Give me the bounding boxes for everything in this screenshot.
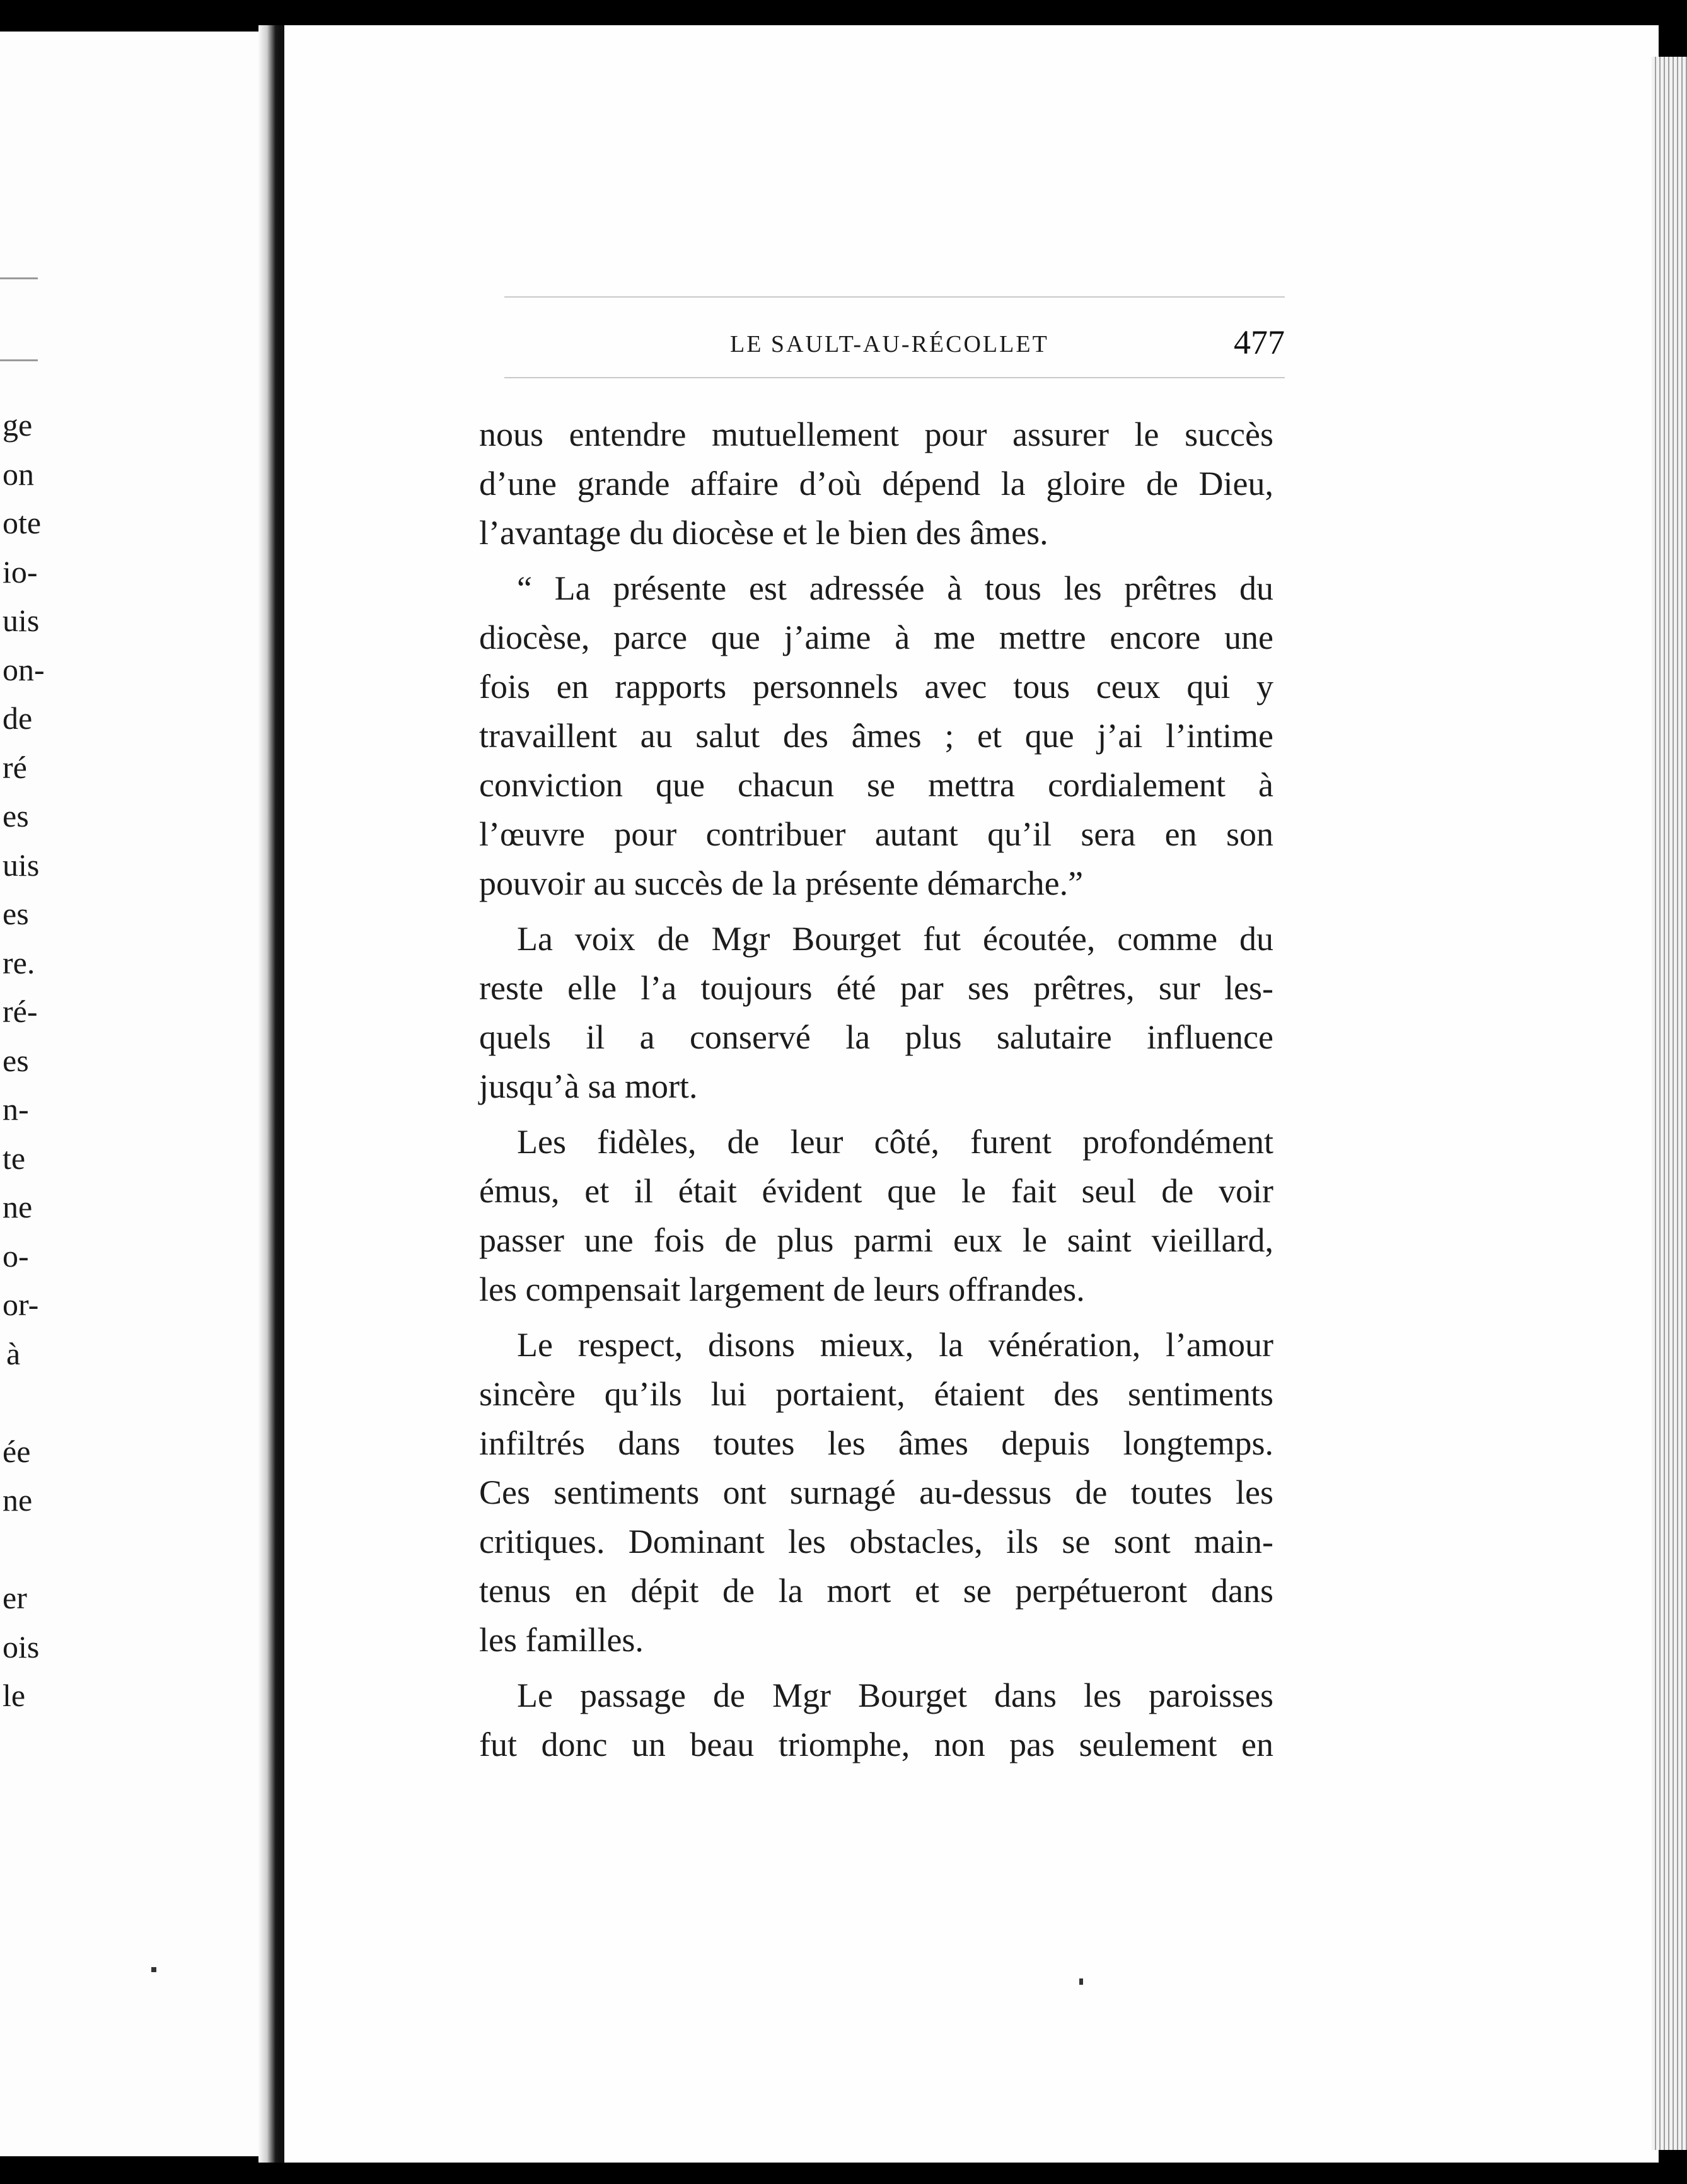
left-page-rule-bottom [0, 359, 38, 361]
left-fragment: ne [3, 1189, 33, 1224]
text-line: La voix de Mgr Bourget fut écoutée, comme du [517, 920, 1273, 958]
text-line: jusqu’à sa mort. [479, 1067, 698, 1105]
text-line: travaillent au salut des âmes ; et que j’ai l’intime [479, 717, 1273, 755]
left-fragment: ré [3, 749, 27, 785]
left-fragment: ne [3, 1482, 33, 1518]
text-line: Les fidèles, de leur côté, furent profondément [517, 1123, 1273, 1161]
left-fragment: es [3, 896, 29, 931]
left-fragment [3, 1525, 45, 1574]
left-fragment: ée [3, 1433, 31, 1469]
paper-speck [1079, 1978, 1083, 1985]
left-fragment: io- [3, 554, 38, 590]
text-line: critiques. Dominant les obstacles, ils se sont main- [479, 1523, 1273, 1560]
running-head [504, 296, 1285, 410]
left-page-rule-top [0, 277, 38, 279]
text-line: Le respect, disons mieux, la vénération, l’amour [517, 1326, 1273, 1364]
text-line: tenus en dépit de la mort et se perpétueront dans [479, 1572, 1273, 1610]
text-line: sincère qu’ils lui portaient, étaient des sentiments [479, 1375, 1273, 1413]
text-line: fut donc un beau triomphe, non pas seulement en [479, 1726, 1273, 1763]
left-fragment: ge [3, 407, 33, 443]
left-fragment [3, 1378, 45, 1427]
left-fragment: à [6, 1335, 21, 1371]
text-line: diocèse, parce que j’aime à me mettre encore une [479, 619, 1273, 656]
left-fragment: on [3, 456, 34, 492]
text-line: reste elle l’a toujours été par ses prêtres, sur les- [479, 969, 1273, 1007]
text-line: Ces sentiments ont surnagé au-dessus de toutes les [479, 1473, 1273, 1511]
facing-page-left [0, 32, 258, 2156]
text-line: pouvoir au succès de la présente démarche.” [479, 864, 1084, 902]
text-line: infiltrés dans toutes les âmes depuis longtemps. [479, 1424, 1273, 1462]
text-line: les compensait largement de leurs offrandes. [479, 1270, 1085, 1308]
page-number: 477 [1234, 323, 1285, 361]
text-line: Le passage de Mgr Bourget dans les paroisses [517, 1676, 1273, 1714]
left-fragment: ois [3, 1629, 40, 1664]
left-fragment: es [3, 798, 29, 834]
left-page-text-fragments [3, 401, 45, 1721]
running-head-rule-top [504, 296, 1285, 298]
left-fragment: de [3, 700, 33, 736]
left-fragment: es [3, 1042, 29, 1078]
running-head-rule-bottom [504, 377, 1285, 378]
body-text [479, 410, 1273, 1769]
left-fragment: er [3, 1580, 27, 1615]
text-line: passer une fois de plus parmi eux le saint vieillard, [479, 1221, 1273, 1259]
text-line: l’avantage du diocèse et le bien des âmes. [479, 514, 1048, 552]
left-fragment: ré- [3, 994, 38, 1029]
left-fragment: or- [3, 1287, 39, 1322]
left-fragment: te [3, 1140, 26, 1176]
left-fragment: uis [3, 603, 40, 638]
paper-speck [151, 1967, 156, 1972]
text-line: quels il a conservé la plus salutaire influence [479, 1018, 1273, 1056]
left-fragment: on- [3, 651, 45, 687]
text-line: d’une grande affaire d’où dépend la gloire de Dieu, [479, 465, 1273, 502]
left-fragment: uis [3, 847, 40, 883]
text-line: fois en rapports personnels avec tous ceux qui y [479, 668, 1273, 706]
text-line: l’œuvre pour contribuer autant qu’il sera en son [479, 815, 1273, 853]
left-fragment: n- [3, 1091, 29, 1127]
text-line: conviction que chacun se mettra cordialement à [479, 766, 1273, 804]
left-fragment: o- [3, 1238, 29, 1274]
left-fragment: re. [3, 944, 35, 980]
page-edges-stack [1652, 57, 1687, 2150]
text-line: les familles. [479, 1621, 644, 1659]
text-line: émus, et il était évident que le fait seul de voir [479, 1172, 1273, 1210]
text-line: “ La présente est adressée à tous les prêtres du [517, 569, 1273, 607]
running-head-title: LE SAULT-AU-RÉCOLLET [730, 331, 1049, 357]
left-fragment: ote [3, 505, 42, 540]
text-line: nous entendre mutuellement pour assurer le succès [479, 415, 1273, 453]
left-fragment: le [3, 1678, 26, 1713]
